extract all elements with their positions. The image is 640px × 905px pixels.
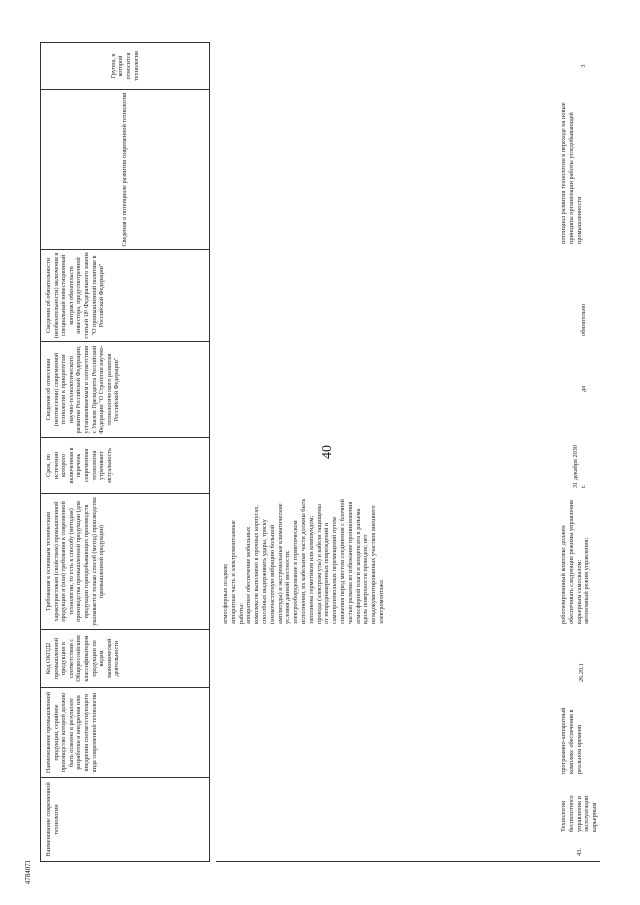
table-header-row: [40, 42, 210, 862]
row-priority: да: [580, 386, 587, 392]
document-code: 4784071: [24, 859, 32, 885]
row-potential: потенциал развития технологии в переходе на новые принципы организации работы угледобывающей промышленности: [560, 102, 583, 244]
page-number: 40: [320, 445, 335, 459]
row-requirements-continued: атмосферных осадков; аппаратная часть и электромонтажные работы: аппаратное обеспечение мобильных комплексов выполнено в прочных корпусах, способных выдерживать удары, тряску (низкочастотную вибрацию большой амплитуды) и экстремальные климатические условия данной местности; электрооборудование в герметическом исполнении, их кабельные части должны быть заполнены герметиком или компаундом; провода (электрожгуты) и кабели защищены от непреднамеренных повреждений и самопроизвольных перемещений путем снижения перед местом соединения с блочной частью разъема во избежание проникновения атмосферной влаги и конденсата в разъема вдоль поверхности проводов; нет незадокументированных участков внешнего электромонтажа: [222, 498, 385, 624]
header-product-name: Наименование промышленной продукции, серийное производство которой должно быть освоено в результате разработки и внедрения или внедрения соответствующего вида современной технологии: [40, 688, 210, 778]
header-deadline: Срок, по истечении которого включенная в перечень современная технология утрачивает актуальность: [40, 438, 210, 494]
row-requirements: роботизированный комплекс должен обеспечивать следующие режимы управления карьерным самосвалом: автономный режим управления;: [560, 500, 591, 624]
header-priority: Сведения об отнесении (неотнесении) современной технологии к приоритетам научно-технологического развития Российской Федерации, устанавливаемым в соответствии с Указом Президента Российской Федерации "О Стратегии научно-технологического развития Российской Федерации": [40, 342, 210, 438]
header-potential: Сведения о потенциале развития современной технологии: [40, 90, 210, 250]
header-okpd2-code: Код ОКПД2 промышленной продукции в соответствии с Общероссийским классификатором продукции по видам экономической деятельности: [40, 630, 210, 688]
header-technology-name: Наименование современной технологии: [40, 778, 210, 862]
row-technology-name: Технология беспилотного управления и эксплуатации карьерным: [560, 795, 599, 832]
row-product-name: программно-аппаратный комплекс обеспечения в реальном времени: [560, 707, 583, 774]
row-deadline: 31 декабря 2030 г.: [572, 444, 587, 488]
header-obligation: Сведения об обязательности (необязательности) включения в специальный инвестиционный контракт обязательств инвестора, предусмотренной статьей 18¹ Федерального закона "О промышленной политике в Российской Федерации": [40, 250, 210, 342]
row-number: 43.: [576, 848, 583, 856]
table-row: [216, 42, 600, 862]
row-okpd2-code: 26.20.1: [578, 663, 585, 682]
row-obligation: обязательно: [580, 303, 587, 336]
header-requirements: Требования к основным техническим характеристикам (свойствам) промышленной продукции и (или) требования к современной технологии, то есть к способу (методам) производства промышленной продукции (для продукции горнодобывающих производств указывается только способ (метод) производства промышленной продукции): [40, 494, 210, 630]
row-group: 3: [580, 64, 587, 68]
technology-table: [40, 42, 600, 862]
header-group: Группа, к которой относится технология: [40, 42, 210, 90]
